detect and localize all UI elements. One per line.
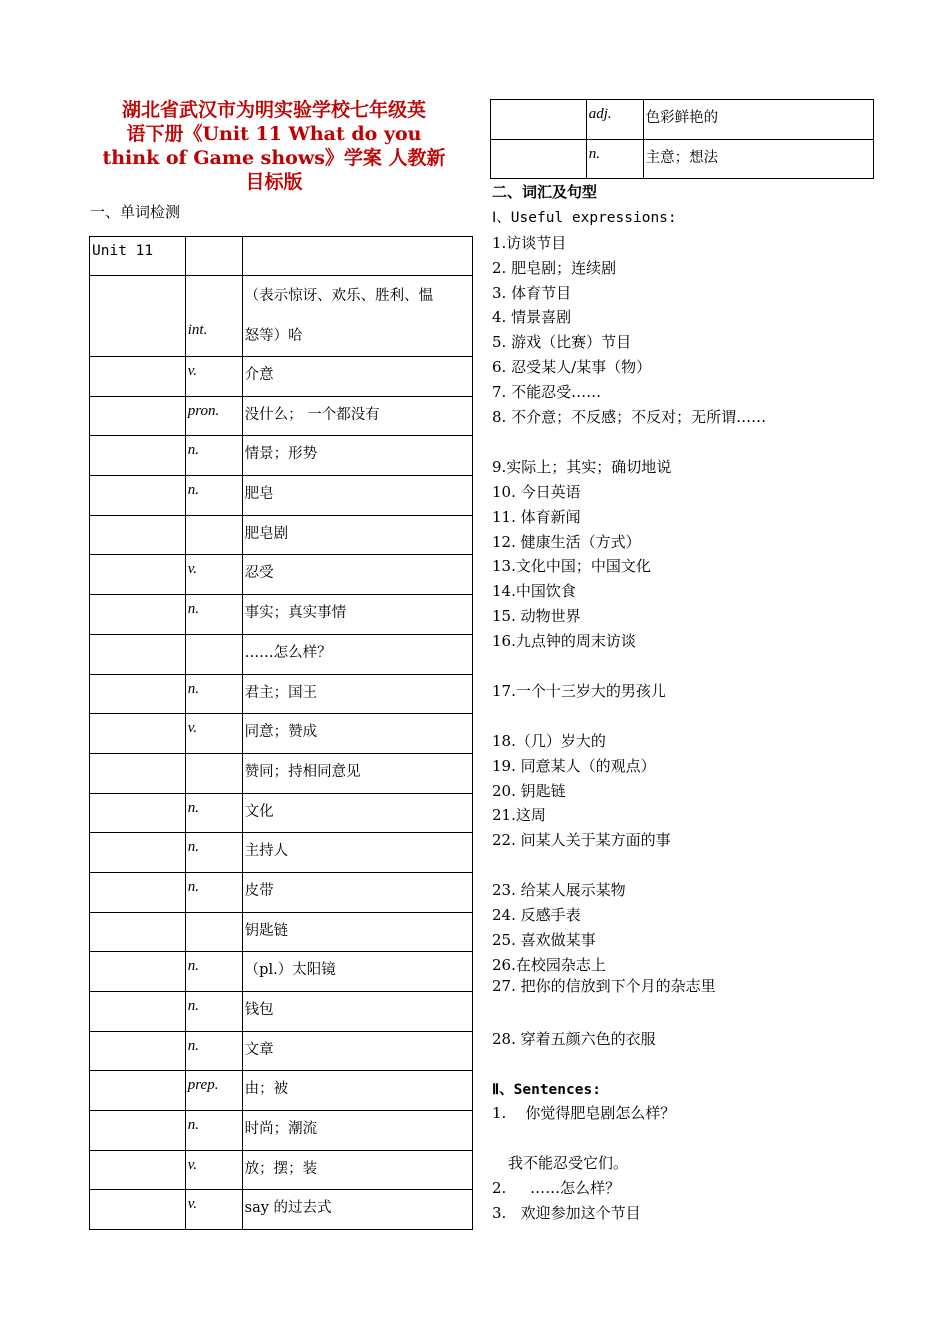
meaning-cell: ……怎么样？ [242, 634, 472, 674]
word-cell [90, 634, 186, 674]
part-of-speech-cell: adj. [586, 100, 643, 140]
sentences-heading: Ⅱ、Sentences: [492, 1082, 601, 1098]
title-line: 湖北省武汉市为明实验学校七年级英 [121, 99, 426, 121]
word-cell [90, 714, 186, 754]
table-row [90, 992, 473, 1032]
word-cell [90, 992, 186, 1032]
part-of-speech-cell: n. [586, 139, 643, 179]
word-cell [90, 833, 186, 873]
sentence-item: 3. 欢迎参加这个节目 [492, 1204, 641, 1222]
meaning-cell: 皮带 [242, 872, 472, 912]
meaning-cell: 文章 [242, 1031, 472, 1071]
meaning-cell: 钱包 [242, 992, 472, 1032]
expression-item: 27. 把你的信放到下个月的杂志里 [492, 977, 716, 995]
meaning-cell: 肥皂剧 [242, 515, 472, 555]
table-header-unit: Unit 11 [90, 237, 186, 276]
table-row [90, 634, 473, 674]
expression-item: 28. 穿着五颜六色的衣服 [492, 1030, 656, 1048]
word-cell [90, 357, 186, 397]
expression-item: 1.访谈节目 [492, 234, 567, 252]
expression-item: 13.文化中国；中国文化 [492, 557, 651, 575]
meaning-cell: 介意 [242, 357, 472, 397]
meaning-cell: 肥皂 [242, 476, 472, 516]
table-row [90, 595, 473, 635]
table-row [90, 753, 473, 793]
expression-item: 12. 健康生活（方式） [492, 533, 641, 551]
expression-item: 11. 体育新闻 [492, 508, 581, 526]
word-cell [90, 753, 186, 793]
expression-item: 7. 不能忍受…… [492, 383, 602, 401]
meaning-cell: 没什么； 一个都没有 [242, 396, 472, 436]
expression-item: 17.一个十三岁大的男孩儿 [492, 682, 666, 700]
part-of-speech-cell: pron. [185, 396, 242, 436]
word-cell [90, 952, 186, 992]
expression-item: 16.九点钟的周末访谈 [492, 632, 636, 650]
table-row [90, 357, 473, 397]
part-of-speech-cell: n. [185, 952, 242, 992]
expression-item: 5. 游戏（比赛）节目 [492, 333, 632, 351]
meaning-cell: 情景；形势 [242, 436, 472, 476]
table-cell [185, 237, 242, 276]
table-row [90, 396, 473, 436]
expression-item: 21.这周 [492, 806, 546, 824]
part-of-speech-cell: v. [185, 357, 242, 397]
table-row [90, 476, 473, 516]
word-cell [90, 793, 186, 833]
table-row [90, 276, 473, 357]
part-of-speech-cell: v. [185, 555, 242, 595]
part-of-speech-cell: n. [185, 1031, 242, 1071]
sentence-item: 1. 你觉得肥皂剧怎么样？ [492, 1104, 676, 1122]
part-of-speech-cell: prep. [185, 1071, 242, 1111]
vocab-table-left [89, 236, 473, 1230]
meaning-cell: 主意；想法 [643, 139, 873, 179]
meaning-cell: 事实；真实事情 [242, 595, 472, 635]
table-row [90, 674, 473, 714]
table-cell [242, 237, 472, 276]
word-cell [491, 100, 587, 140]
part-of-speech-cell: v. [185, 1150, 242, 1190]
meaning-cell: say 的过去式 [242, 1190, 472, 1230]
table-row [90, 515, 473, 555]
word-cell [90, 595, 186, 635]
word-cell [90, 476, 186, 516]
expression-item: 10. 今日英语 [492, 483, 581, 501]
word-cell [90, 1150, 186, 1190]
title-line: think of Game shows》学案 人教新 [102, 147, 446, 169]
part-of-speech-cell [185, 912, 242, 952]
part-of-speech-cell: n. [185, 595, 242, 635]
meaning-cell: 同意；赞成 [242, 714, 472, 754]
meaning-cell: 忍受 [242, 555, 472, 595]
expression-item: 18.（几）岁大的 [492, 732, 606, 750]
table-row [491, 100, 874, 140]
document-title [88, 98, 460, 194]
table-row [90, 872, 473, 912]
word-cell [90, 674, 186, 714]
table-row [90, 952, 473, 992]
part-of-speech-cell: n. [185, 674, 242, 714]
part-of-speech-cell: v. [185, 714, 242, 754]
expression-item: 14.中国饮食 [492, 582, 576, 600]
word-cell [90, 872, 186, 912]
expression-item: 22. 问某人关于某方面的事 [492, 831, 671, 849]
part-of-speech-cell: n. [185, 793, 242, 833]
part-of-speech-cell: int. [185, 276, 242, 357]
expression-item: 9.实际上；其实；确切地说 [492, 458, 672, 476]
table-row [90, 1031, 473, 1071]
word-cell [90, 555, 186, 595]
title-line: 目标版 [245, 171, 303, 193]
table-row [90, 1190, 473, 1230]
meaning-cell: （表示惊讶、欢乐、胜利、愠 怒等）哈 [242, 276, 472, 357]
part-of-speech-cell: n. [185, 872, 242, 912]
meaning-cell: 赞同；持相同意见 [242, 753, 472, 793]
vocab-table-right [490, 99, 874, 179]
table-row [90, 714, 473, 754]
part-of-speech-cell [185, 515, 242, 555]
part-of-speech-cell: n. [185, 992, 242, 1032]
meaning-cell: 时尚；潮流 [242, 1111, 472, 1151]
title-line: 语下册《Unit 11 What do you [126, 123, 422, 145]
table-row [90, 912, 473, 952]
part-of-speech-cell: n. [185, 1111, 242, 1151]
table-row [90, 555, 473, 595]
table-row [90, 1111, 473, 1151]
expression-item: 3. 体育节目 [492, 284, 572, 302]
meaning-cell: （pl.）太阳镜 [242, 952, 472, 992]
section2-heading: 二、词汇及句型 [492, 183, 598, 201]
section1-heading: 一、单词检测 [90, 203, 181, 221]
expression-item: 23. 给某人展示某物 [492, 881, 626, 899]
part-of-speech-cell: v. [185, 1190, 242, 1230]
word-cell [90, 396, 186, 436]
part-of-speech-cell [185, 753, 242, 793]
table-row [90, 793, 473, 833]
expression-item: 6. 忍受某人/某事（物） [492, 358, 652, 376]
table-row [491, 139, 874, 179]
word-cell [90, 1190, 186, 1230]
expression-item: 25. 喜欢做某事 [492, 931, 596, 949]
expression-item: 24. 反感手表 [492, 906, 581, 924]
table-row [90, 1071, 473, 1111]
word-cell [90, 436, 186, 476]
word-cell [90, 912, 186, 952]
expression-item: 8. 不介意；不反感；不反对；无所谓…… [492, 408, 767, 426]
useful-expressions-heading: Ⅰ、Useful expressions: [492, 210, 677, 226]
word-cell [90, 1071, 186, 1111]
part-of-speech-cell: n. [185, 476, 242, 516]
meaning-cell: 君主；国王 [242, 674, 472, 714]
table-row [90, 833, 473, 873]
word-cell [90, 515, 186, 555]
expression-item: 19. 同意某人（的观点） [492, 757, 656, 775]
meaning-cell: 放；摆；装 [242, 1150, 472, 1190]
part-of-speech-cell: n. [185, 833, 242, 873]
meaning-cell: 由；被 [242, 1071, 472, 1111]
expression-item: 26.在校园杂志上 [492, 956, 606, 974]
part-of-speech-cell [185, 634, 242, 674]
expression-item: 2. 肥皂剧；连续剧 [492, 259, 617, 277]
meaning-cell: 色彩鲜艳的 [643, 100, 873, 140]
part-of-speech-cell: n. [185, 436, 242, 476]
table-row [90, 436, 473, 476]
word-cell [491, 139, 587, 179]
sentence-item: 我不能忍受它们。 [508, 1154, 629, 1172]
expression-item: 4. 情景喜剧 [492, 308, 572, 326]
word-cell [90, 1111, 186, 1151]
expression-item: 15. 动物世界 [492, 607, 581, 625]
word-cell [90, 276, 186, 357]
table-row [90, 1150, 473, 1190]
word-cell [90, 1031, 186, 1071]
expression-item: 20. 钥匙链 [492, 782, 566, 800]
sentence-item: 2. ……怎么样？ [492, 1179, 621, 1197]
meaning-cell: 文化 [242, 793, 472, 833]
meaning-cell: 钥匙链 [242, 912, 472, 952]
meaning-cell: 主持人 [242, 833, 472, 873]
